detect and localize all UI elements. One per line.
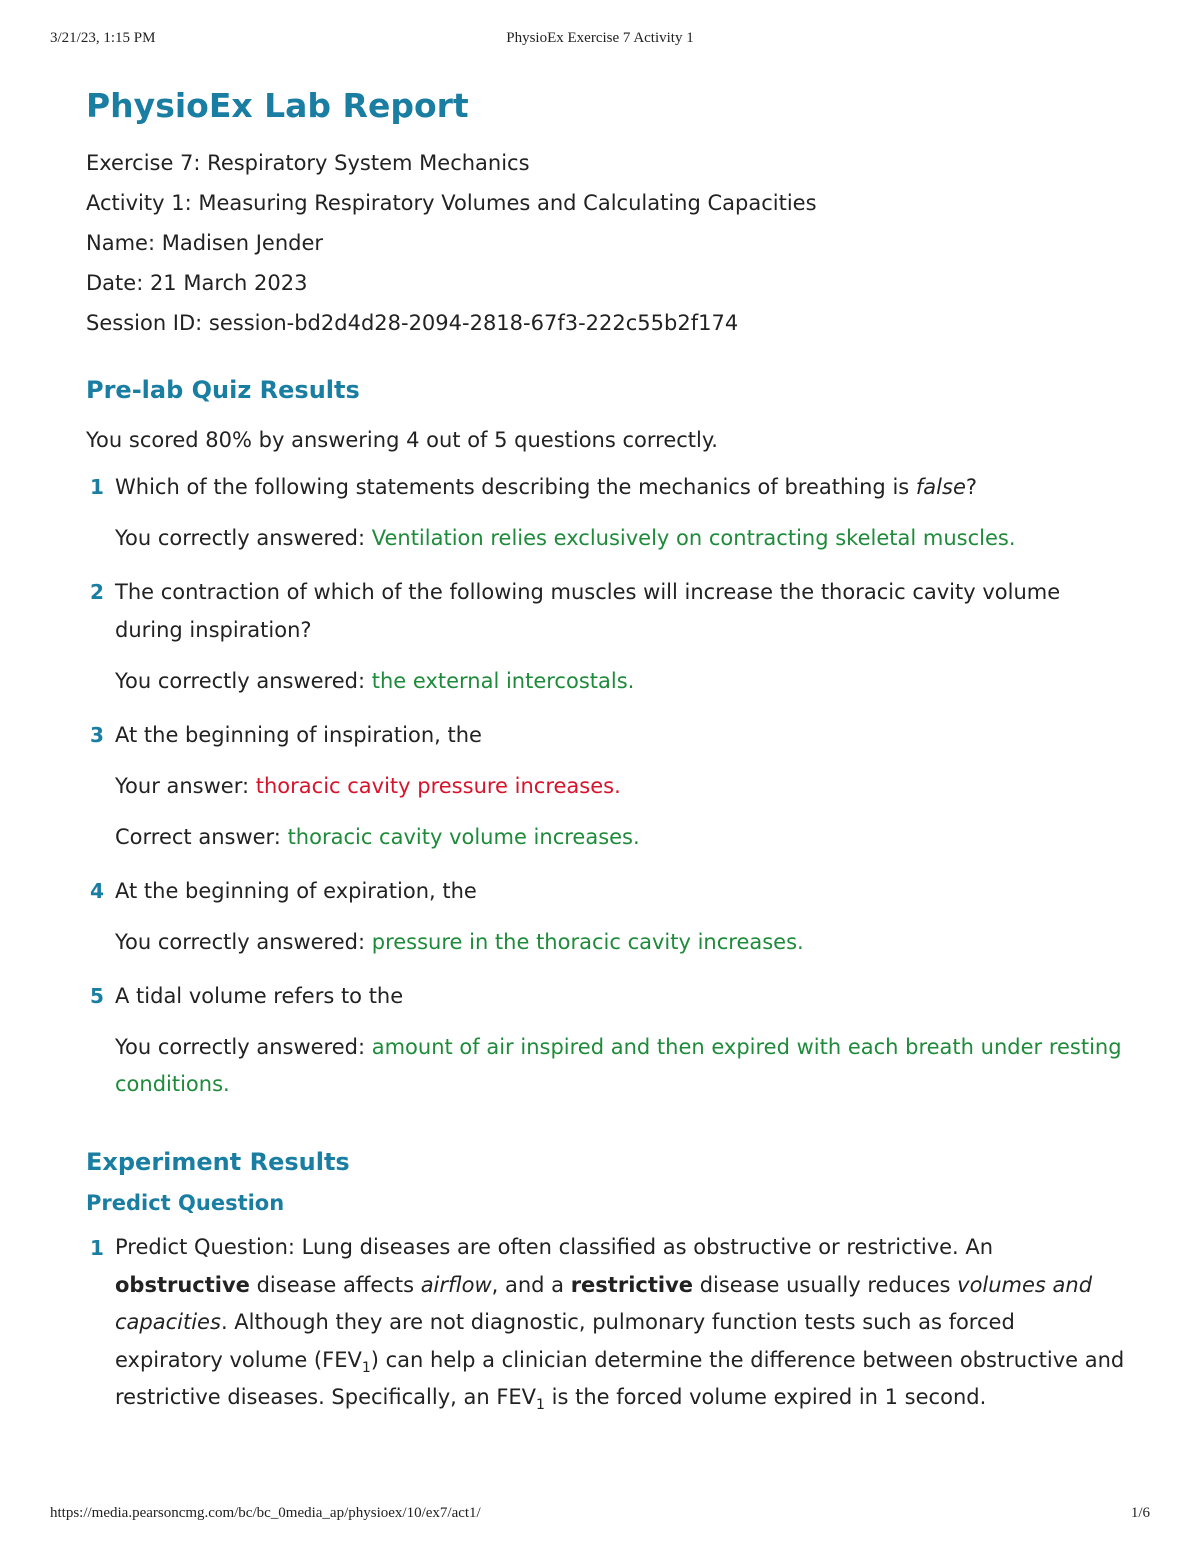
answer-line [115, 520, 1126, 557]
question-number: 5 [90, 984, 104, 1008]
prelab-score: You scored 80% by answering 4 out of 5 questions correctly. [86, 428, 718, 452]
report-meta [86, 150, 1126, 337]
quiz-question-3 [86, 716, 1126, 856]
correct-answer: amount of air inspired and then expired with each breath under resting conditions. [115, 1035, 1122, 1096]
question-number: 1 [90, 475, 104, 499]
correct-answer: pressure in the thoracic cavity increases. [371, 930, 804, 954]
print-footer [50, 1505, 1150, 1525]
quiz-question-1 [86, 468, 1126, 557]
question-text: The contraction of which of the following muscles will increase the thoracic cavity volume during inspiration? [115, 580, 1061, 642]
question-number: 4 [90, 879, 104, 903]
answer-label: You correctly answered: [115, 526, 372, 550]
quiz-question-2 [86, 573, 1126, 700]
activity-line: Activity 1: Measuring Respiratory Volumes and Calculating Capacities [86, 191, 817, 215]
answer-label: You correctly answered: [115, 1035, 372, 1059]
answer-label: You correctly answered: [115, 669, 372, 693]
question-text: At the beginning of expiration, the [115, 879, 477, 903]
your-answer-label: Your answer: [115, 774, 256, 798]
report-content [86, 84, 1126, 1417]
question-number: 1 [90, 1236, 104, 1260]
your-answer-line [115, 768, 1126, 805]
report-date: Date: 21 March 2023 [86, 271, 308, 295]
answer-label: You correctly answered: [115, 930, 372, 954]
wrong-answer: thoracic cavity pressure increases. [255, 774, 621, 798]
predict-question-1 [86, 1229, 1126, 1417]
predict-question-text: Predict Question: Lung diseases are often classified as obstructive or restrictive. An obstructive disease affects airflow, and a restrictive disease usually reduces volumes and capacities. Although they are not diagnostic, pulmonary function tests such as forced expiratory volume $(FEV_1)$ can help a clinician determine the difference between obstructive and restrictive diseases. Specifically, an $FEV_1$ is the forced volume expired in 1 second. [115, 1235, 1125, 1414]
correct-answer: Ventilation relies exclusively on contracting skeletal muscles. [371, 526, 1016, 550]
question-text: At the beginning of inspiration, the [115, 723, 482, 747]
answer-line [115, 924, 1126, 961]
question-number: 3 [90, 723, 104, 747]
question-number: 2 [90, 580, 104, 604]
page-url: https://media.pearsoncmg.com/bc/bc_0media_ap/physioex/10/ex7/act1/ [50, 1505, 481, 1521]
answer-line [115, 663, 1126, 700]
correct-answer: the external intercostals. [371, 669, 635, 693]
exercise-line: Exercise 7: Respiratory System Mechanics [86, 151, 530, 175]
correct-answer-line [115, 819, 1126, 856]
prelab-title: Pre-lab Quiz Results [86, 376, 360, 404]
correct-answer: thoracic cavity volume increases. [287, 825, 640, 849]
correct-answer-label: Correct answer: [115, 825, 288, 849]
predict-title: Predict Question [86, 1191, 285, 1215]
quiz-question-5 [86, 977, 1126, 1103]
question-text: Which of the following statements describing the mechanics of breathing is false? [115, 475, 978, 499]
experiment-title: Experiment Results [86, 1148, 350, 1176]
report-title: PhysioEx Lab Report [86, 86, 469, 125]
question-text: A tidal volume refers to the [115, 984, 404, 1008]
page-number: 1/6 [1130, 1505, 1150, 1521]
student-name: Name: Madisen Jender [86, 231, 324, 255]
print-datetime: 3/21/23, 1:15 PM [50, 30, 156, 46]
answer-line [115, 1029, 1126, 1103]
print-header [50, 30, 1150, 50]
print-page-title: PhysioEx Exercise 7 Activity 1 [506, 30, 694, 46]
quiz-question-4 [86, 872, 1126, 961]
session-id: Session ID: session-bd2d4d28-2094-2818-67f3-222c55b2f174 [86, 311, 739, 335]
